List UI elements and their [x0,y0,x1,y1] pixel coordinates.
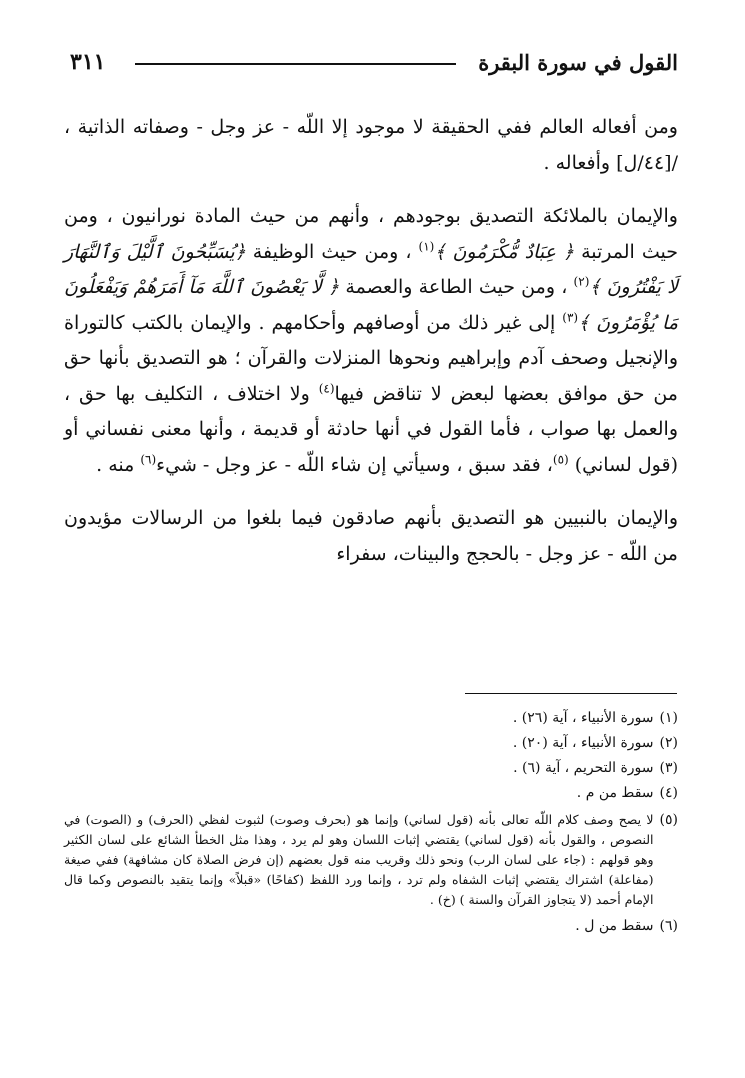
footnote-3 [64,756,678,781]
paragraph-2-text-b: ، ومن حيث الوظيفة [245,240,419,263]
chapter-title: القول في سورة البقرة [478,49,678,75]
footnote-6 [64,914,678,939]
running-header [70,42,678,82]
main-text [64,110,678,572]
footnote-text: سورة التحريم ، آية (٦) . [513,760,654,776]
footnote-1 [64,706,678,731]
paragraph-2-text-e: ولا اختلاف ، التكليف بها حق ، والعمل بها صواب ، فأما القول في أنها حادثة أو قديمة ، وأنها معنى نفساني أو (قول لساني) [64,382,678,476]
paragraph-2-text-a: والإيمان بالملائكة التصديق بوجودهم ، وأنهم من حيث المادة نورانيون ، ومن حيث المرتبة [64,205,678,263]
paragraph-2-text-d: إلى غير ذلك من أوصافهم وأحكامهم . والإيمان بالكتب كالتوراة والإنجيل وصحف آدم وإبراهيم ونحوها المنزلات والقرآن ؛ هو التصديق بأنها حق من حق موافق بعضها لبعض لا تناقض فيها [64,311,678,405]
footnote-separator [465,693,677,694]
footnote-ref-2[interactable]: (٢) [573,274,590,289]
page-number: ٣١١ [70,49,106,75]
footnote-number: (٥) [659,812,678,828]
footnote-number: (١) [659,710,678,726]
footnote-text: سورة الأنبياء ، آية (٢٠) . [512,735,654,751]
footnote-ref-1[interactable]: (١) [418,239,435,254]
footnote-ref-4[interactable]: (٤) [318,381,335,396]
footnote-ref-6[interactable]: (٦) [140,452,157,467]
footnote-5 [64,810,678,910]
footnote-text: لا يصح وصف كلام اللّه تعالى بأنه (قول لساني) وإنما هو (بحرف وصوت) لثبوت لفظي (الحرف) و (الصوت) في النصوص ، والقول بأنه (قول لساني) يقتضي إثبات اللسان وهو لم يرد ، وهذا مثل الخطأ الشائع على لسان الكثير وهو قولهم : (جاء على لسان الرب) ونحو ذلك وقريب منه قول بعضهم (إن فرض الصلاة كان مشافهة) ففي صيغة (مفاعلة) اشتراك يقتضي إثبات الشفاه ولم ترد ، وإنما ورد اللفظ (كفاحًا) «قبلاً» وإنما يتقيد بالنصوص وكما قال الإمام أحمد (لا يتجاوز القرآن والسنة ) (خ) . [64,812,654,907]
footnote-text: سقط من م . [576,785,654,801]
footnote-text: سورة الأنبياء ، آية (٢٦) . [512,710,654,726]
footnote-ref-3[interactable]: (٣) [562,310,579,325]
footnote-text: سقط من ل . [575,918,654,934]
footnotes [64,706,678,939]
footnote-2 [64,731,678,756]
quran-quote-2: ﴿يُسَبِّحُونَ ٱلَّيْلَ وَٱلنَّهَارَ لَا يَفْتُرُونَ ﴾ [64,240,679,298]
paragraph-2-text-c: ، ومن حيث الطاعة والعصمة [339,276,574,298]
paragraph-2 [64,199,678,483]
paragraph-2-text-f: ، فقد سبق ، وسيأتي إن شاء اللّه - عز وجل - شيء [156,453,553,476]
footnote-4 [64,781,678,806]
header-rule [135,63,456,65]
quran-quote-1: ﴿ عِبَادٌ مُّكْرَمُونَ ﴾ [434,240,575,263]
quran-quote-3: ﴿ لَّا يَعْصُونَ ٱللَّهَ مَآ أَمَرَهُمْ وَيَفْعَلُونَ مَا يُؤْمَرُونَ ﴾ [64,276,679,334]
footnote-ref-5[interactable]: (٥) [552,452,569,467]
footnote-number: (٢) [659,735,678,751]
footnote-number: (٣) [659,760,678,776]
paragraph-2-text-g: منه . [96,453,141,476]
paragraph-3: والإيمان بالنبيين هو التصديق بأنهم صادقون فيما بلغوا من الرسالات مؤيدون من اللّه - عز وجل - بالحجج والبينات، سفراء [64,507,678,565]
footnote-number: (٦) [659,918,678,934]
footnote-number: (٤) [659,785,678,801]
paragraph-1: ومن أفعاله العالم ففي الحقيقة لا موجود إلا اللّه - عز وجل - وصفاته الذاتية ، /[٤٤/ل] وأفعاله . [64,116,678,174]
